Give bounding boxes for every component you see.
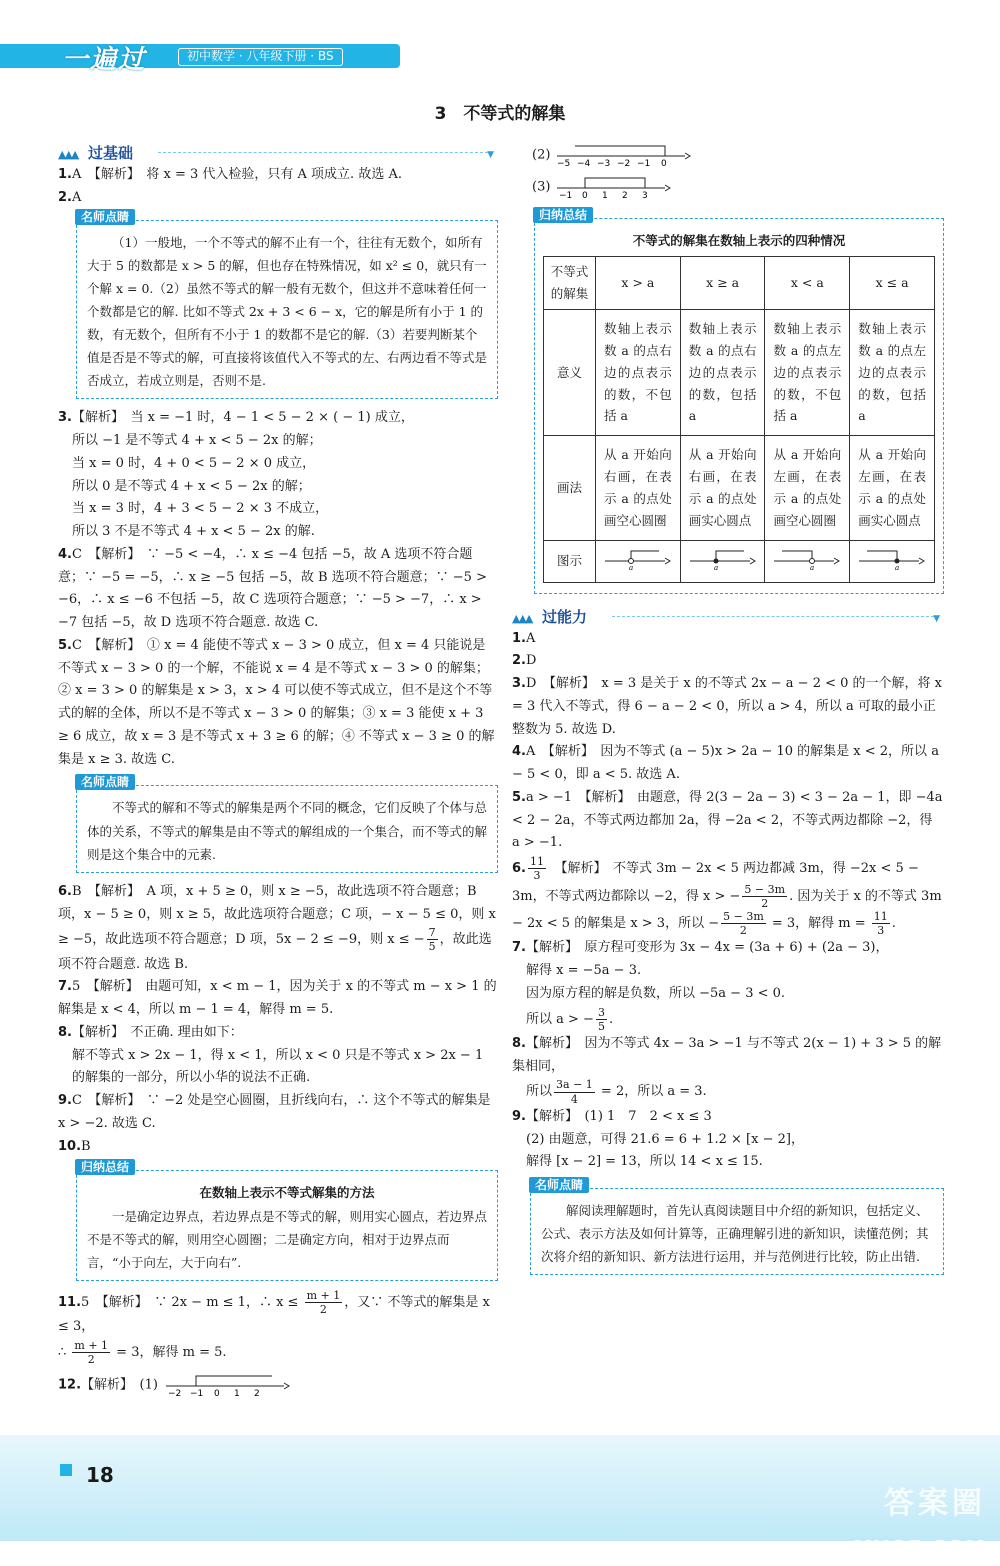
tip-box-tag: 名师点睛 (75, 209, 135, 225)
answer-text: A (525, 630, 536, 646)
fraction-denominator: 2 (739, 924, 747, 938)
answer-10 (58, 1136, 498, 1159)
summary-box-tag: 归纳总结 (533, 207, 593, 223)
answer-line: 【解析】 (1) 1 7 2 < x ≤ 3 (525, 1108, 712, 1124)
tick-label: 0 (214, 1389, 220, 1399)
table-cell: 从 a 开始向左画，在表示 a 的点处画空心圆圈 (765, 436, 850, 541)
tick-label: 1 (601, 191, 608, 200)
answer-line (512, 1078, 944, 1105)
fraction (872, 910, 890, 937)
point-label: a (713, 563, 718, 571)
answer-number: 1. (512, 630, 526, 646)
answer-4 (58, 544, 498, 635)
fraction-numerator: 11 (529, 855, 544, 869)
section-title: 过能力 (542, 607, 588, 626)
answer-line: 解得 x = −5a − 3. (526, 963, 642, 978)
table-row-label: 画法 (544, 436, 596, 541)
answer-text: = 3，解得 m = (767, 916, 870, 932)
answer-text: B (81, 1138, 91, 1154)
answer-line: 【解析】 当 x = −1 时，4 − 1 < 5 − 2 × ( − 1) 成立， (71, 410, 414, 426)
answer-number: 2. (512, 653, 526, 669)
answer-line: 所以 −1 是不等式 4 + x < 5 − 2x 的解； (72, 433, 322, 449)
fraction-denominator: 3 (533, 869, 541, 883)
tick-label: 0 (660, 159, 667, 168)
table-cell: 数轴上表示数 a 的点右边的点表示的数，不包括 a (596, 309, 681, 435)
point-label: a (810, 563, 815, 571)
answer-number: 9. (512, 1108, 526, 1124)
answer-line: 【解析】 原方程可变形为 3x − 4x = (3a + 6) + (2a − 3)， (525, 940, 889, 956)
answer-r6 (512, 855, 944, 937)
page-header (0, 0, 1000, 80)
table-header-cell: x ≤ a (850, 257, 935, 310)
fraction (427, 926, 438, 953)
tick-label: 2 (254, 1389, 260, 1399)
answer-text: ∴ (58, 1345, 71, 1361)
answer-11 (58, 1289, 498, 1339)
fraction (721, 910, 766, 937)
answer-7 (58, 976, 498, 1022)
number-line-3 (555, 174, 675, 200)
table-cell: 数轴上表示数 a 的点左边的点表示的数，包括 a (850, 309, 935, 435)
table-cell: 数轴上表示数 a 的点右边的点表示的数，包括 a (680, 309, 765, 435)
answer-line (512, 1006, 944, 1033)
answer-number: 2. (58, 189, 72, 205)
number-line-closed-left (857, 545, 927, 571)
tick-label: −2 (616, 159, 630, 168)
answer-text: 5 【解析】 ∵ 2x − m ≤ 1，∴ x ≤ (81, 1295, 303, 1311)
right-column (512, 142, 944, 1283)
tick-label: −3 (596, 159, 610, 168)
answer-number: 1. (58, 167, 72, 182)
section-rule (612, 616, 934, 617)
tip-box-3 (530, 1178, 944, 1275)
answer-line: 解得 [x − 2] = 13，所以 14 < x ≤ 15. (526, 1154, 763, 1170)
answer-text: A (71, 189, 82, 205)
left-column (58, 140, 498, 1398)
table-header-cell: x ≥ a (680, 257, 765, 310)
answer-9 (58, 1090, 498, 1136)
table-header-cell: 不等式的解集 (544, 257, 596, 310)
watermark-url: MXQE.COM (852, 1535, 986, 1560)
answer-text: . 因为关于 x 的不等式 3m − 2x < 5 的解集是 x > 3，所以 − (512, 888, 942, 932)
solution-set-table (543, 256, 935, 583)
fraction-denominator: 2 (319, 1303, 327, 1317)
answer-text: ，又∵ 不等式的解集是 x ≤ 3， (58, 1295, 490, 1335)
answer-text: A 【解析】 将 x = 3 代入检验，只有 A 项成立. 故选 A. (71, 167, 402, 182)
answer-1 (58, 164, 498, 187)
answer-number: 4. (58, 546, 72, 562)
fraction-numerator: 3a − 1 (556, 1078, 593, 1092)
fraction-numerator: m + 1 (306, 1288, 341, 1302)
answer-text: D (525, 653, 537, 669)
tip-box-tag: 名师点睛 (75, 774, 135, 790)
answer-number: 11. (58, 1295, 82, 1311)
fraction (554, 1078, 595, 1105)
answer-text: 所以 (526, 1084, 553, 1100)
page-footer (0, 1435, 1000, 1541)
fraction-numerator: 3 (597, 1005, 605, 1019)
tick-label: −1 (190, 1389, 204, 1399)
answer-text: 5 【解析】 由题可知，x < m − 1，因为关于 x 的不等式 m − x > 1 的解集是 x < 4，所以 m − 1 = 4，解得 m = 5. (58, 979, 497, 1018)
section-title: 过基础 (88, 144, 134, 162)
number-line-closed-right (688, 545, 758, 571)
answer-r2 (512, 650, 944, 673)
number-line-1 (162, 1372, 292, 1398)
table-cell: 从 a 开始向左画，在表示 a 的点处画实心圆点 (850, 436, 935, 541)
answer-text: = 3，解得 m = 5. (112, 1345, 227, 1361)
answer-r1 (512, 628, 944, 651)
answer-number: 6. (512, 861, 526, 877)
answer-r3 (512, 673, 944, 741)
table-row (544, 436, 935, 541)
answer-line: 当 x = 3 时，4 + 3 < 5 − 2 × 3 不成立， (72, 501, 329, 517)
tick-label: 0 (581, 191, 588, 200)
tip-box-text: 不等式的解和不等式的解集是两个不同的概念，它们反映了个体与总体的关系，不等式的解集是由不等式的解组成的一个集合，而不等式的解则是这个集合中的元素. (87, 800, 488, 862)
tip-box-tag: 名师点睛 (529, 1177, 589, 1193)
summary-box-title: 在数轴上表示不等式解集的方法 (199, 1185, 375, 1201)
summary-box-tag: 归纳总结 (75, 1159, 135, 1175)
diagram-cell-gt (596, 540, 681, 582)
section-header-basic (58, 140, 498, 162)
fraction-numerator: 7 (428, 926, 436, 940)
point-label: a (628, 563, 634, 571)
answer-text: a > −1 【解析】 由题意，得 2(3 − 2a − 3) < 3 − 2a − 1，即 −4a < 2 − 2a，不等式两边都加 2a，得 −2a < 2，不等式两边都除 −2，得 a > −1. (512, 789, 943, 851)
summary-box-1 (76, 1160, 498, 1281)
answer-text: 【解析】 (1) (81, 1377, 158, 1393)
table-row-label: 图示 (544, 540, 596, 582)
tip-box-text: 解阅读理解题时，首先认真阅读题目中介绍的新知识，包括定义、公式、表示方法及如何计算等，正确理解引进的新知识，读懂范例；其次将介绍的新知识、新方法进行运用，并与范例进行比较，防止出错. (541, 1203, 929, 1265)
fraction-numerator: 5 − 3m (723, 909, 764, 923)
fraction-denominator: 5 (597, 1019, 605, 1033)
answer-line: 所以 3 不是不等式 4 + x < 5 − 2x 的解. (72, 524, 315, 540)
answer-number: 8. (58, 1024, 72, 1040)
chevron-down-icon: ▼ (933, 613, 940, 624)
answer-text: C 【解析】 ∵ −2 处是空心圆圈，且折线向右，∴ 这个不等式的解集是 x > −2. 故选 C. (58, 1093, 491, 1131)
fraction-denominator: 3 (877, 924, 885, 938)
tick-label: −5 (556, 159, 570, 168)
answer-6 (58, 881, 498, 977)
answer-number: 4. (512, 744, 526, 760)
tick-label: −2 (168, 1389, 182, 1399)
answer-number: 8. (512, 1035, 526, 1051)
fraction-denominator: 4 (570, 1092, 578, 1106)
answer-text: . (891, 916, 896, 932)
answer-text: ，故此选项不符合题意. 故选 B. (58, 932, 492, 972)
answer-number: 6. (58, 883, 72, 899)
answer-number: 10. (58, 1138, 82, 1154)
table-row (544, 309, 935, 435)
table-cell: 从 a 开始向右画，在表示 a 的点处画实心圆点 (680, 436, 765, 541)
answer-line: 因为原方程的解是负数，所以 −5a − 3 < 0. (526, 985, 786, 1001)
answer-number: 5. (512, 789, 526, 805)
fraction (596, 1006, 607, 1033)
section-header-ability (512, 604, 944, 626)
answer-r8 (512, 1033, 944, 1079)
answer-number: 7. (58, 979, 72, 995)
table-cell: 从 a 开始向右画，在表示 a 的点处画空心圆圈 (596, 436, 681, 541)
tick-label: 2 (621, 191, 628, 200)
page-number-marker (60, 1464, 72, 1476)
diagram-cell-ge (680, 540, 765, 582)
part-label: (3) (532, 179, 551, 195)
fraction-denominator: 2 (87, 1353, 95, 1367)
answer-line: 【解析】 因为不等式 4x − 3a > −1 与不等式 2(x − 1) + 3 > 5 的解集相同， (512, 1035, 942, 1074)
answer-number: 9. (58, 1093, 72, 1109)
tip-box-1 (76, 209, 498, 400)
answer-5 (58, 635, 498, 772)
brand-subtitle: 初中数学 · 八年级下册 · BS (178, 48, 343, 66)
summary-box-title: 不等式的解集在数轴上表示的四种情况 (632, 233, 846, 248)
tick-label: −1 (558, 191, 572, 200)
answer-text: C 【解析】 ∵ −5 < −4，∴ x ≤ −4 包括 −5，故 A 选项不符合题意；∵ −5 = −5，∴ x ≥ −5 包括 −5，故 B 选项不符合题意；∵ −5 > −6，∴ x ≤ −6 不包括 −5，故 C 选项符合题意；∵ −5 > −7，∴ x > −7 包括 −5，故 D 选项不符合题意. 故选 C. (58, 546, 487, 631)
fraction-denominator: 5 (428, 940, 436, 954)
answer-number: 3. (512, 676, 526, 692)
watermark-title: 答案圈 (884, 1486, 986, 1521)
part-label: (2) (532, 147, 551, 163)
answer-12 (58, 1372, 498, 1398)
chevron-down-icon: ▼ (487, 150, 494, 160)
number-line-2 (555, 142, 695, 168)
tick-label: −4 (576, 159, 590, 168)
answer-number: 3. (58, 410, 72, 426)
answer-r9 (512, 1106, 944, 1129)
answer-line: 解不等式 x > 2x − 1，得 x < 1，所以 x < 0 只是不等式 x > 2x − 1 的解集的一部分，所以小华的说法不正确. (72, 1047, 484, 1086)
answer-number: 7. (512, 940, 526, 956)
tick-label: 3 (641, 191, 648, 200)
answer-12-part2 (512, 142, 944, 168)
fraction-numerator: 11 (873, 909, 888, 923)
point-label: a (895, 563, 900, 571)
fraction (72, 1339, 110, 1366)
answer-12-part3 (512, 174, 944, 200)
answer-text: = 2，所以 a = 3. (596, 1084, 707, 1100)
diagram-cell-lt (765, 540, 850, 582)
answer-text: A 【解析】 因为不等式 (a − 5)x > 2a − 10 的解集是 x < 2，所以 a − 5 < 0，即 a < 5. 故选 A. (512, 744, 939, 783)
table-cell: 数轴上表示数 a 的点左边的点表示的数，不包括 a (765, 309, 850, 435)
watermark (853, 1478, 986, 1566)
answer-line: 当 x = 0 时，4 + 0 < 5 − 2 × 0 成立， (72, 455, 316, 471)
answer-text: 所以 a > − (526, 1011, 594, 1027)
tip-box-2 (76, 775, 498, 872)
summary-box-2 (534, 208, 944, 594)
answer-11-cont (58, 1339, 498, 1366)
answer-8 (58, 1022, 498, 1045)
tip-box-text: （1）一般地，一个不等式的解不止有一个，往往有无数个，如所有大于 5 的数都是 x > 5 的解，但也存在特殊情况，如 x² ≤ 0，就只有一个解 x = 0.（2）虽然不等式的解一般有无数个，但这并不意味着任何一个数都是它的解. 比如不等式 2x + 3 < 6 − x，它的解是所有小于 1 的数，有无数个，但所有不小于 1 的数都不是它的解.（3）若要判断某个值是否是不等式的解，可直接将该值代入不等式的左、右两边看不等式是否成立，若成立则是，否则不是. (87, 234, 488, 389)
answer-3 (58, 407, 498, 430)
answer-text: D 【解析】 x = 3 是关于 x 的不等式 2x − a − 2 < 0 的一个解，将 x = 3 代入不等式，得 6 − a − 2 < 0，所以 a > 4，所以 a 可取的最小正整数为 5. 故选 D. (512, 676, 942, 737)
tick-label: 1 (234, 1389, 240, 1399)
answer-text: B 【解析】 A 项，x + 5 ≥ 0，则 x ≥ −5，故此选项不符合题意；B 项，x − 5 ≥ 0，则 x ≥ 5，故此选项符合题意；C 项，− x − 5 ≤ 0，则 x ≥ −5，故此选项不符合题意；D 项，5x − 2 ≤ −9，则 x ≤ − (58, 883, 496, 948)
fraction-numerator: 5 − 3m (744, 882, 786, 896)
table-header-row (544, 257, 935, 310)
answer-number: 5. (58, 637, 72, 653)
answer-line: 【解析】 不正确. 理由如下： (71, 1024, 243, 1040)
answer-text: . (608, 1011, 614, 1027)
section-mark-icon: ▲▲▲ (512, 611, 532, 625)
brand-logo: 一遍过 (62, 45, 147, 75)
fraction (305, 1289, 343, 1316)
table-row-label: 意义 (544, 309, 596, 435)
table-header-cell: x > a (596, 257, 681, 310)
answer-number: 12. (58, 1377, 82, 1393)
table-header-cell: x < a (765, 257, 850, 310)
answer-text: C 【解析】 ① x = 4 能使不等式 x − 3 > 0 成立，但 x = 4 只能说是不等式 x − 3 > 0 的一个解，不能说 x = 4 是不等式 x − 3 > 0 的解集；② x = 3 > 0 的解集是 x > 3，x > 4 可以使不等式成立，但不是这个不等式的解的全体，所以不是不等式 x − 3 > 0 的解集；③ x = 3 能使 x + 3 ≥ 6 成立，故 x = 3 是不等式 x + 3 ≥ 6 的解；④ 不等式 x − 3 ≥ 0 的解集是 x ≥ 3. 故选 C. (58, 637, 495, 767)
page-number: 18 (86, 1463, 114, 1487)
fraction-denominator: 2 (761, 896, 769, 910)
fraction-numerator: m + 1 (74, 1339, 109, 1352)
answer-text: 【解析】 不等式 3m − 2x < 5 两边都减 3m，得 −2x < 5 − 3m，不等式两边都除以 −2，得 x > − (512, 861, 919, 904)
answer-line: 所以 0 是不等式 4 + x < 5 − 2x 的解； (72, 478, 311, 494)
number-line-open-left (772, 545, 842, 571)
answer-r7 (512, 937, 944, 960)
section-mark-icon: ▲▲▲ (58, 148, 78, 161)
table-row (544, 540, 935, 582)
diagram-cell-le (850, 540, 935, 582)
answer-2 (58, 187, 498, 210)
section-rule (158, 152, 488, 153)
answer-r4 (512, 741, 944, 787)
tick-label: −1 (636, 159, 650, 168)
number-line-open-right (603, 545, 673, 571)
summary-box-text: 一是确定边界点，若边界点是不等式的解，则用实心圆点，若边界点不是不等式的解，则用空心圆圈；二是确定方向，相对于边界点而言，“小于向左，大于向右”. (87, 1208, 488, 1270)
fraction (742, 883, 787, 910)
answer-line: (2) 由题意，可得 21.6 = 6 + 1.2 × [x − 2]， (526, 1131, 804, 1147)
fraction (528, 855, 546, 882)
answer-r5 (512, 787, 944, 855)
page-title: 3 不等式的解集 (434, 104, 566, 124)
